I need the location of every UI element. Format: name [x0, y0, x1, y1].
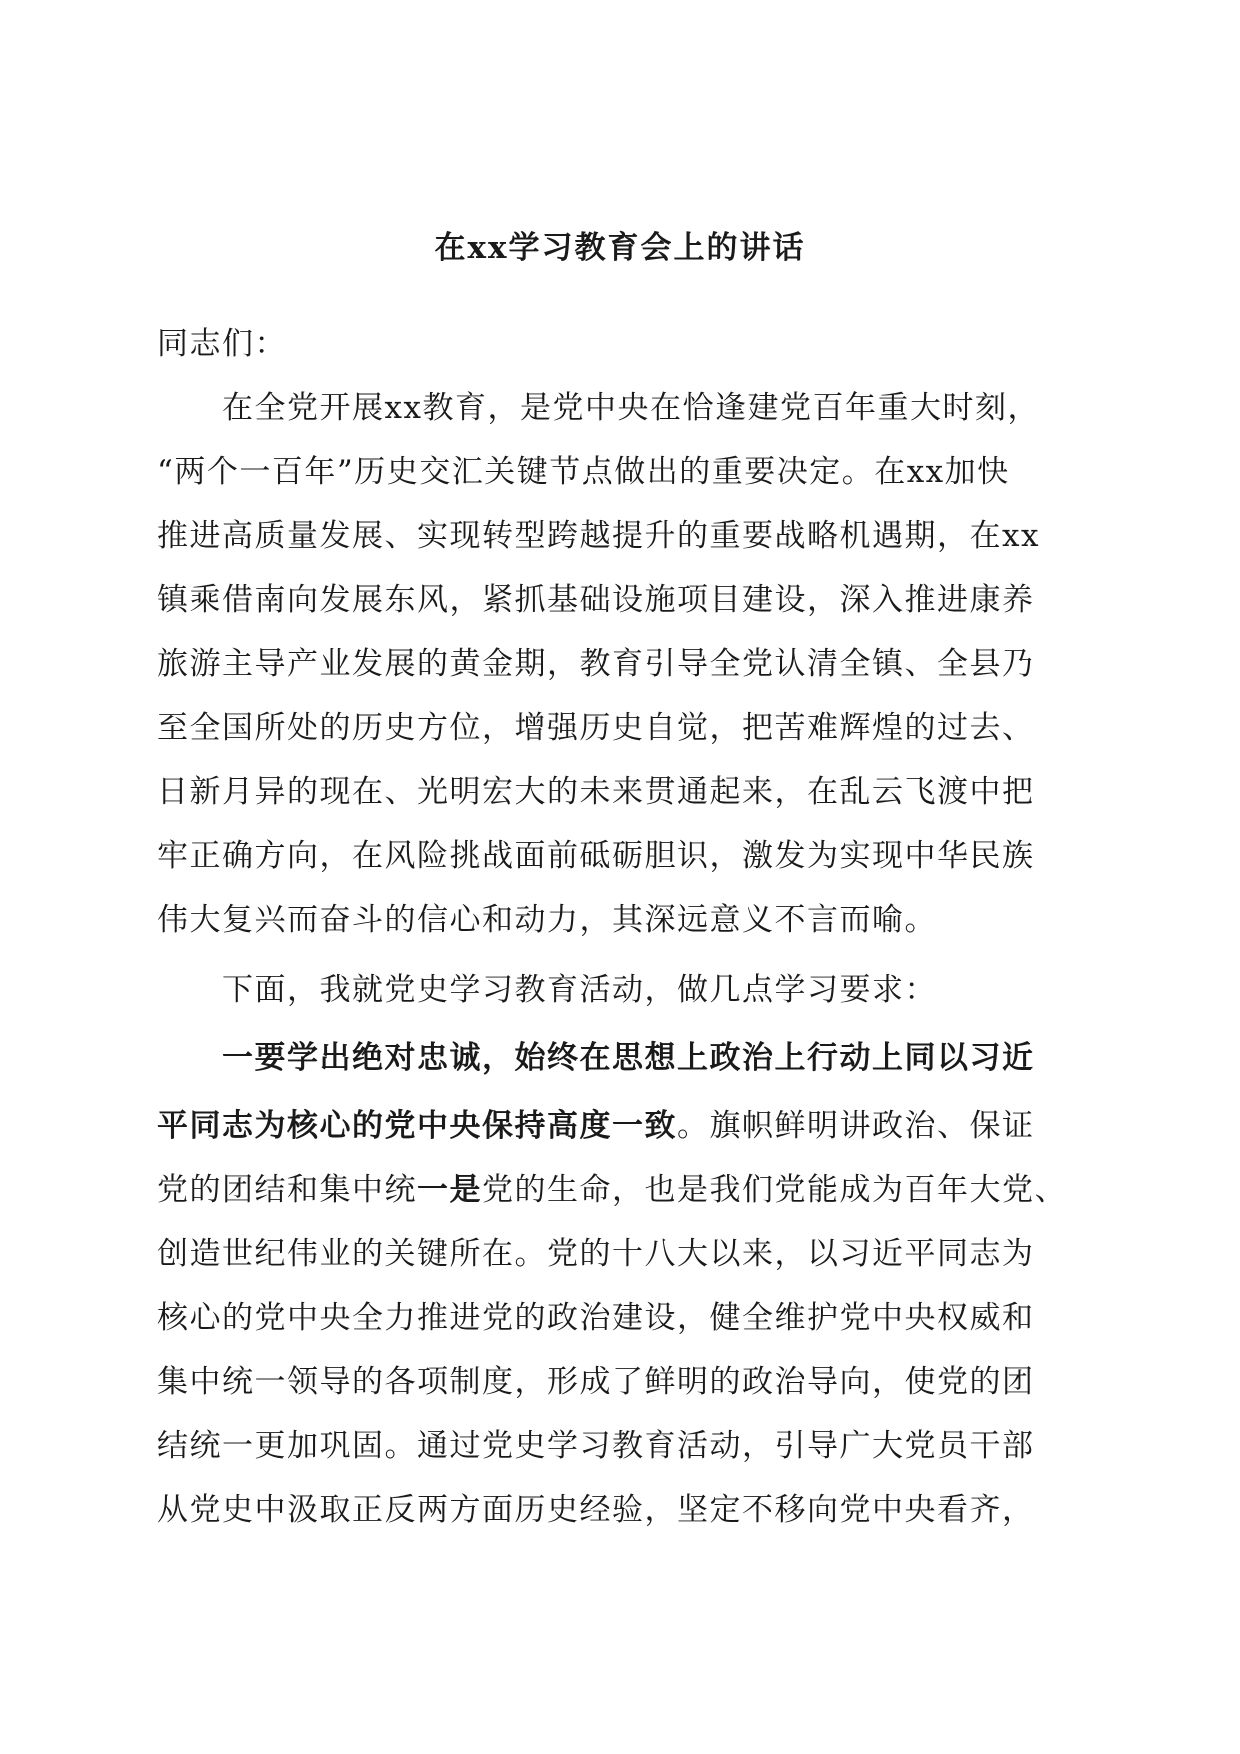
body-line-12-part-a: 党的团结和集中统 — [157, 1172, 417, 1208]
body-line-3: 推进高质量发展、实现转型跨越提升的重要战略机遇期，在xx — [157, 518, 1040, 554]
body-line-12-emphasis: 一是 — [417, 1172, 482, 1208]
document-title: 在xx学习教育会上的讲话 — [434, 230, 806, 266]
section-text-start: 。旗帜鲜明讲政治、保证 — [677, 1108, 1035, 1144]
body-line-16: 结统一更加巩固。通过党史学习教育活动，引导广大党员干部 — [157, 1428, 1035, 1464]
body-line-17: 从党史中汲取正反两方面历史经验，坚定不移向党中央看齐， — [157, 1492, 1035, 1528]
body-line-6: 至全国所处的历史方位，增强历史自觉，把苦难辉煌的过去、 — [157, 710, 1035, 746]
body-line-8: 牢正确方向，在风险挑战面前砥砺胆识，激发为实现中华民族 — [157, 838, 1035, 874]
body-line-4: 镇乘借南向发展东风，紧抓基础设施项目建设，深入推进康养 — [157, 582, 1035, 618]
body-line-15: 集中统一领导的各项制度，形成了鲜明的政治导向，使党的团 — [157, 1364, 1035, 1400]
body-line-9: 伟大复兴而奋斗的信心和动力，其深远意义不言而喻。 — [157, 902, 937, 938]
section-heading-2: 平同志为核心的党中央保持高度一致 — [157, 1108, 677, 1144]
salutation: 同志们： — [157, 326, 287, 362]
section-heading-1: 一要学出绝对忠诚，始终在思想上政治上行动上同以习近 — [222, 1040, 1035, 1076]
body-line-5: 旅游主导产业发展的黄金期，教育引导全党认清全镇、全县乃 — [157, 646, 1035, 682]
section-heading-line-2 — [157, 1100, 1035, 1152]
body-line-7: 日新月异的现在、光明宏大的未来贯通起来，在乱云飞渡中把 — [157, 774, 1035, 810]
body-line-12-part-b: 党的生命，也是我们党能成为百年大党、 — [482, 1172, 1067, 1208]
body-line-12 — [157, 1164, 1067, 1216]
body-line-13: 创造世纪伟业的关键所在。党的十八大以来，以习近平同志为 — [157, 1236, 1035, 1272]
body-line-2: “两个一百年”历史交汇关键节点做出的重要决定。在xx加快 — [157, 454, 1010, 490]
intro-line: 下面，我就党史学习教育活动，做几点学习要求： — [222, 972, 937, 1008]
body-line-1: 在全党开展xx教育，是党中央在恰逢建党百年重大时刻， — [222, 390, 1040, 426]
body-line-14: 核心的党中央全力推进党的政治建设，健全维护党中央权威和 — [157, 1300, 1035, 1336]
